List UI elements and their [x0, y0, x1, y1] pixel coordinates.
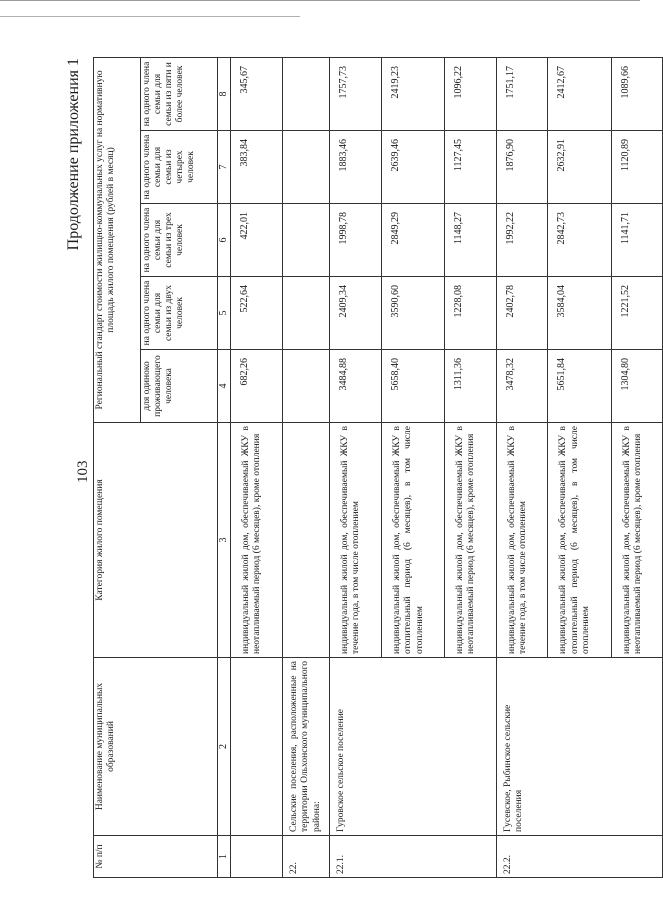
municipality-name: Гуровское сельское поселение	[329, 658, 381, 836]
housing-category: индивидуальный жилой дом, обеспечиваемый ЖКУ в неотапливаемый период (6 месяцев), кроме отопления	[444, 423, 496, 658]
row-number	[444, 836, 496, 878]
housing-category: индивидуальный жилой дом, обеспечиваемый ЖКУ в отопительный период (6 месяцев), в том числе отоплением	[548, 423, 611, 658]
housing-category: индивидуальный жилой дом, обеспечиваемый ЖКУ в неотапливаемый период (6 месяцев), кроме отопления	[611, 423, 663, 658]
row-number	[231, 836, 283, 878]
value-family-4: 1127,45	[444, 131, 496, 204]
value-family-3	[282, 204, 329, 277]
value-family-4	[282, 131, 329, 204]
value-family-2: 522,64	[231, 277, 283, 350]
value-single: 3478,32	[496, 350, 548, 423]
col-num-2: 2	[218, 658, 231, 836]
col-num-7: 7	[218, 131, 231, 204]
value-family-4: 2639,46	[381, 131, 444, 204]
value-family-2: 2402,78	[496, 277, 548, 350]
table-row	[329, 57, 381, 877]
value-family-3: 1992,22	[496, 204, 548, 277]
value-family-2: 3584,04	[548, 277, 611, 350]
value-family-5	[282, 57, 329, 130]
value-family-4: 1883,46	[329, 131, 381, 204]
value-family-5: 2412,67	[548, 57, 611, 130]
value-family-5: 1089,66	[611, 57, 663, 130]
municipality-name	[611, 658, 663, 836]
scan-top-edge	[0, 0, 640, 1]
value-family-3: 1998,78	[329, 204, 381, 277]
municipality-name: Гусевское, Рыбинское сельские поселения	[496, 658, 548, 836]
value-single: 1311,36	[444, 350, 496, 423]
municipality-name	[231, 658, 283, 836]
value-family-5: 2419,23	[381, 57, 444, 130]
table-row	[611, 57, 663, 877]
value-family-4: 1876,90	[496, 131, 548, 204]
municipality-name	[444, 658, 496, 836]
value-family-4: 383,84	[231, 131, 283, 204]
value-single: 1304,80	[611, 350, 663, 423]
value-family-5: 1751,17	[496, 57, 548, 130]
table-row	[444, 57, 496, 877]
table-row	[231, 57, 283, 877]
municipality-name: Сельские поселения, расположенные на территории Ольхонского муниципального района:	[282, 658, 329, 836]
col-num-6: 6	[218, 204, 231, 277]
value-single: 3484,88	[329, 350, 381, 423]
value-family-5: 1757,73	[329, 57, 381, 130]
value-family-5: 345,67	[231, 57, 283, 130]
value-family-2: 2409,34	[329, 277, 381, 350]
col-num-4: 4	[218, 350, 231, 423]
value-family-5: 1096,22	[444, 57, 496, 130]
header-sub-3: на одного члена семьи для семьи из трех человек	[141, 204, 218, 277]
housing-category: индивидуальный жилой дом, обеспечиваемый ЖКУ в течение года, в том числе отоплением	[329, 423, 381, 658]
header-sub-5: на одного члена семьи для семьи из пяти и более человек	[141, 57, 218, 130]
value-single: 682,26	[231, 350, 283, 423]
scan-edge-mark	[0, 16, 300, 17]
header-sub-4: на одного члена семьи для семьи из четырех человек	[141, 131, 218, 204]
table-row	[282, 57, 329, 877]
tariff-table	[93, 57, 663, 878]
value-family-4: 2632,91	[548, 131, 611, 204]
row-number: 22.1.	[329, 836, 381, 878]
value-family-2: 1228,08	[444, 277, 496, 350]
value-family-4: 1120,89	[611, 131, 663, 204]
value-single: 5658,40	[381, 350, 444, 423]
header-standard: Региональный стандарт стоимости жилищно-коммунальных услуг на нормативную площадь жилого помещения (рублей в месяц)	[94, 57, 141, 422]
row-number	[381, 836, 444, 878]
value-family-3: 1141,71	[611, 204, 663, 277]
rotated-page	[65, 58, 644, 878]
header-sub-2: на одного члена семьи для семьи из двух человек	[141, 277, 218, 350]
housing-category: индивидуальный жилой дом, обеспечиваемый ЖКУ в отопительный период (6 месяцев), в том числе отоплением	[381, 423, 444, 658]
value-family-3: 2842,73	[548, 204, 611, 277]
value-single	[282, 350, 329, 423]
column-number-row	[218, 57, 231, 877]
col-num-3: 3	[218, 423, 231, 658]
value-family-3: 2849,29	[381, 204, 444, 277]
row-number: 22.2.	[496, 836, 548, 878]
row-number	[611, 836, 663, 878]
table-row	[548, 57, 611, 877]
header-row-1	[94, 57, 141, 877]
municipality-name	[381, 658, 444, 836]
continuation-label: Продолжение приложения 1	[65, 58, 82, 251]
col-num-8: 8	[218, 57, 231, 130]
header-no: № п/п	[94, 836, 218, 878]
table-row	[496, 57, 548, 877]
header-category: Категория жилого помещения	[94, 423, 218, 658]
value-single: 5651,84	[548, 350, 611, 423]
value-family-3: 422,01	[231, 204, 283, 277]
housing-category: индивидуальный жилой дом, обеспечиваемый ЖКУ в течение года, в том числе отоплением	[496, 423, 548, 658]
value-family-2	[282, 277, 329, 350]
value-family-2: 1221,52	[611, 277, 663, 350]
col-num-5: 5	[218, 277, 231, 350]
page-number: 103	[75, 460, 91, 483]
row-number	[548, 836, 611, 878]
table-row	[381, 57, 444, 877]
header-name: Наименование муниципальных образований	[94, 658, 218, 836]
row-number: 22.	[282, 836, 329, 878]
housing-category: индивидуальный жилой дом, обеспечиваемый ЖКУ в неотапливаемый период (6 месяцев), кроме отопления	[231, 423, 283, 658]
value-family-3: 1148,27	[444, 204, 496, 277]
value-family-2: 3590,60	[381, 277, 444, 350]
housing-category	[282, 423, 329, 658]
municipality-name	[548, 658, 611, 836]
header-sub-1: для одиноко проживающего человека	[141, 350, 218, 423]
col-num-1: 1	[218, 836, 231, 878]
